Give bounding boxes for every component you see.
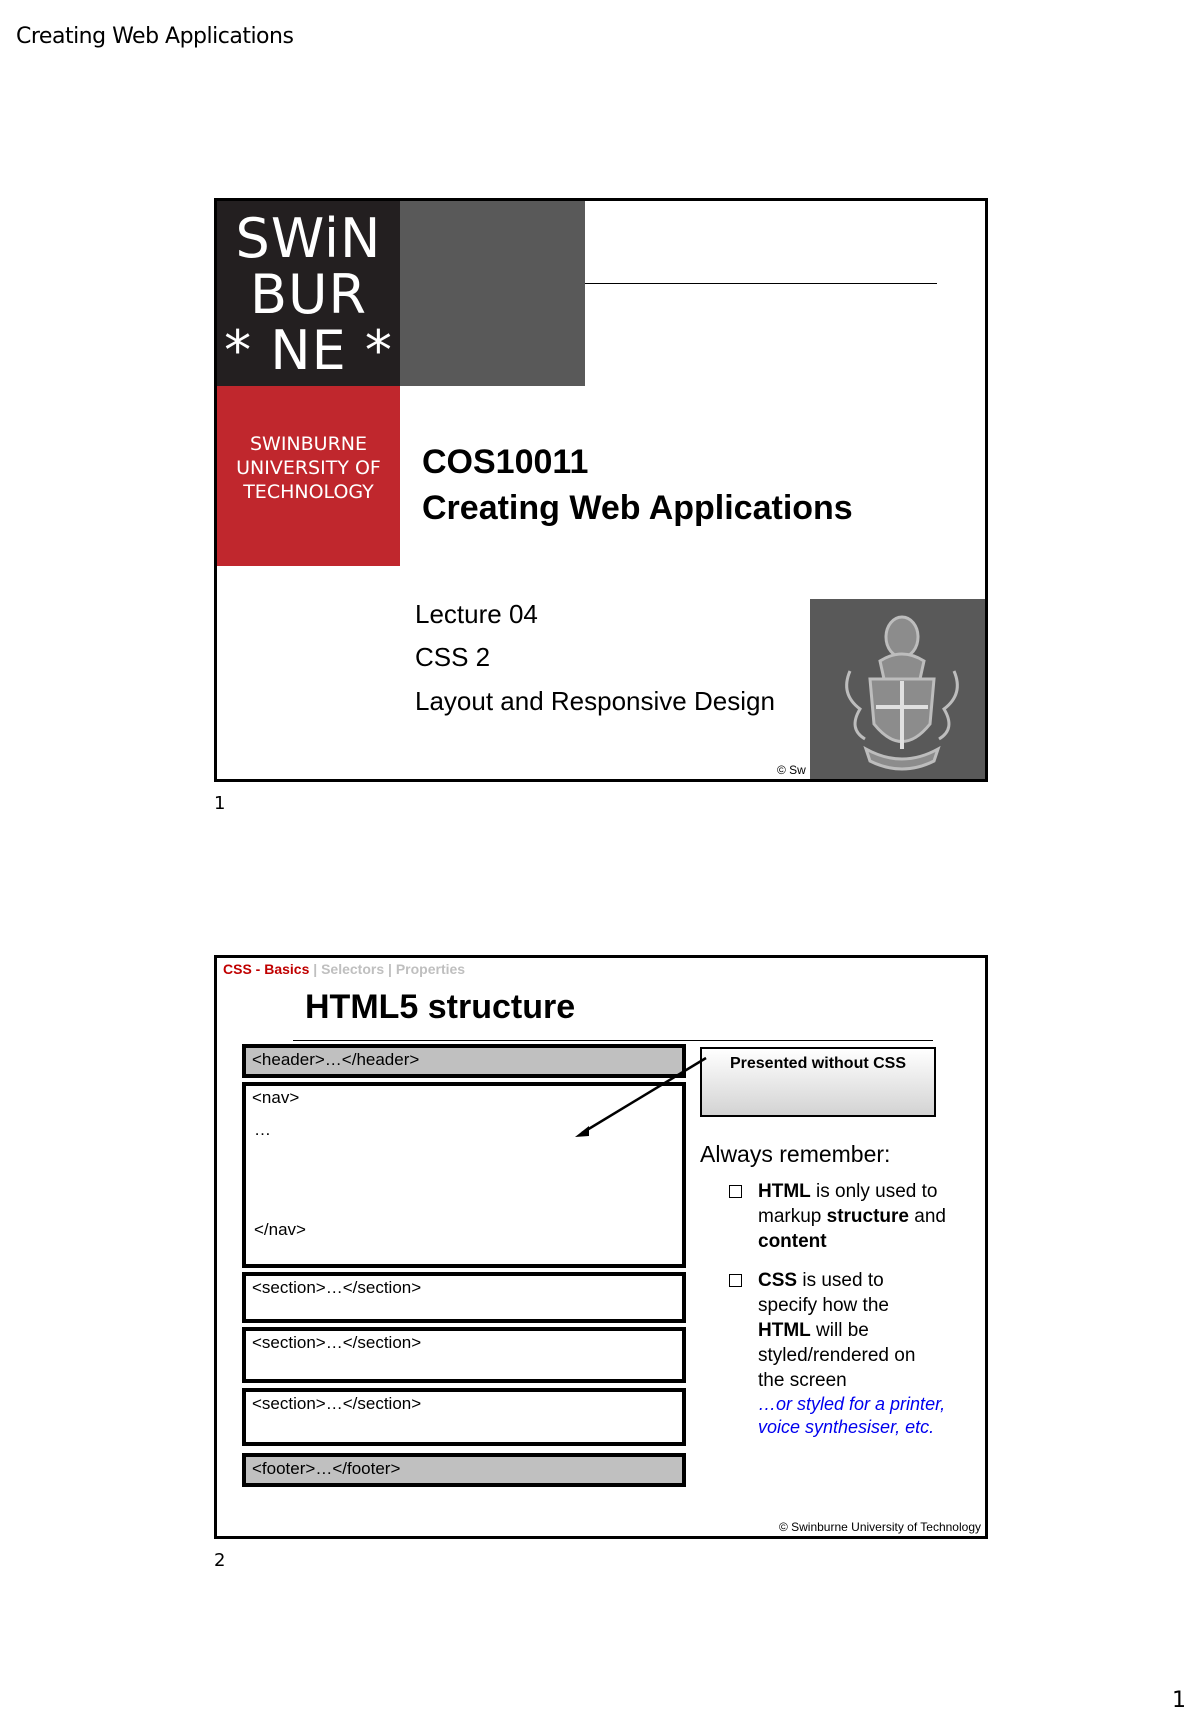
title-divider <box>585 283 937 284</box>
bullet-keyword: HTML <box>758 1320 811 1341</box>
university-name-line: SWINBURNE <box>249 433 368 455</box>
university-crest <box>810 599 988 782</box>
university-name-line: TECHNOLOGY <box>243 481 374 503</box>
decorative-grey-block <box>400 201 585 386</box>
logo-line: SWiN <box>235 207 382 270</box>
crest-icon <box>810 599 988 782</box>
bullet-keyword: content <box>758 1231 827 1252</box>
bullet-text: is used to specify how the <box>758 1270 889 1316</box>
swinburne-logo <box>217 201 400 386</box>
university-name-line: UNIVERSITY OF <box>236 457 381 479</box>
checkbox-bullet-icon <box>729 1185 742 1198</box>
slide-number: 1 <box>214 793 226 814</box>
bullet-html <box>730 1179 946 1254</box>
logo-line: * NE * <box>224 319 393 382</box>
breadcrumb-separator: | <box>384 961 396 977</box>
bullet-keyword: structure <box>826 1206 909 1227</box>
university-name-block <box>217 386 400 566</box>
bullet-keyword: HTML <box>758 1181 811 1202</box>
checkbox-bullet-icon <box>729 1274 742 1287</box>
bullet-text: is only used to markup <box>758 1181 938 1227</box>
logo-line: BUR <box>249 263 368 326</box>
slide-title: HTML5 structure <box>305 988 576 1026</box>
bullet-text: will be styled/rendered on the screen <box>758 1320 916 1391</box>
bullet-note: …or styled for a printer, voice synthesiser, etc. <box>758 1394 946 1437</box>
footer-block-label: <footer>…</footer> <box>252 1459 401 1478</box>
breadcrumb-active: CSS - Basics <box>223 961 310 977</box>
course-title: Creating Web Applications <box>422 489 853 527</box>
slide-2 <box>214 955 988 1539</box>
header-block-label: <header>…</header> <box>252 1050 420 1069</box>
bullet-keyword: CSS <box>758 1270 798 1291</box>
bullet-css <box>730 1268 946 1439</box>
lecture-number: Lecture 04 <box>415 599 538 629</box>
lecture-topic: CSS 2 <box>415 642 491 672</box>
bullet-text: and <box>909 1206 946 1227</box>
always-remember-heading: Always remember: <box>700 1141 891 1167</box>
copyright-notice: © Swinburne University of Technology <box>778 1520 981 1534</box>
nav-close-label: </nav> <box>254 1220 306 1239</box>
breadcrumb-item-selectors: Selectors <box>321 961 385 977</box>
lecture-subtitle: Layout and Responsive Design <box>415 686 775 716</box>
slide-number: 2 <box>214 1550 226 1571</box>
copyright-notice: © Sw <box>777 763 806 777</box>
course-code: COS10011 <box>422 443 589 481</box>
document-header-title: Creating Web Applications <box>16 24 294 49</box>
breadcrumb-separator: | <box>309 961 322 977</box>
slide-1 <box>214 198 988 782</box>
nav-content-ellipsis: … <box>254 1120 271 1139</box>
section-block-label: <section>…</section> <box>252 1333 422 1352</box>
callout-text: Presented without CSS <box>729 1055 907 1072</box>
page-number: 1 <box>1172 1688 1186 1713</box>
section-block-label: <section>…</section> <box>252 1394 422 1413</box>
nav-open-label: <nav> <box>252 1088 300 1107</box>
section-block-label: <section>…</section> <box>252 1278 422 1297</box>
breadcrumb-item-properties: Properties <box>395 961 466 977</box>
